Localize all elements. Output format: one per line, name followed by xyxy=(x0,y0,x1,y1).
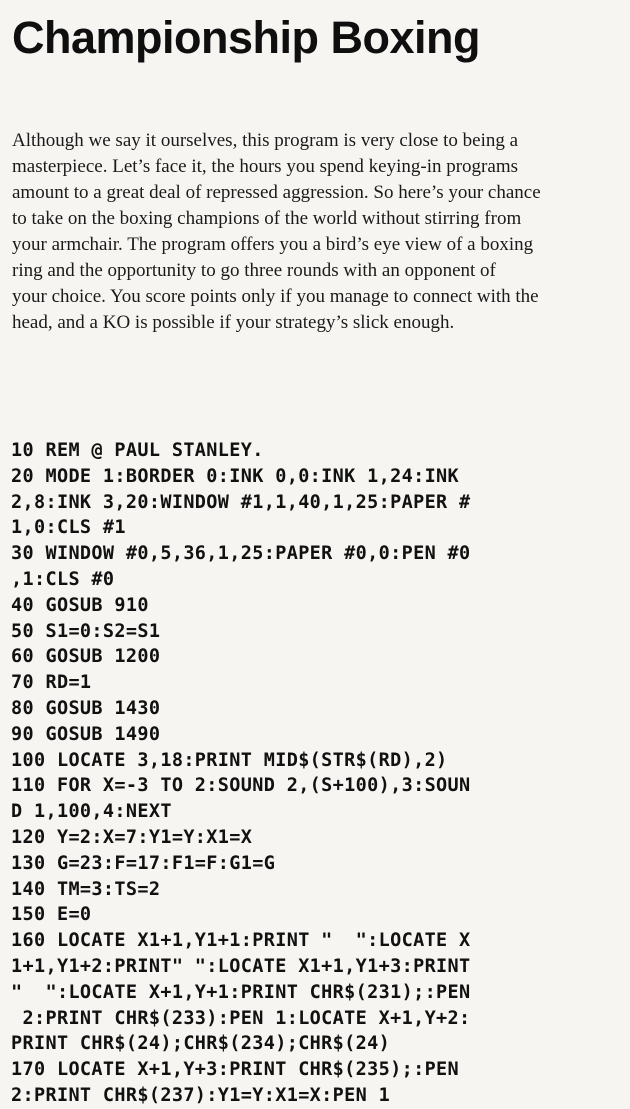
intro-line: head, and a KO is possible if your strategy’s slick enough. xyxy=(12,312,455,333)
code-line: ,1:CLS #0 xyxy=(11,568,115,590)
intro-line: amount to a great deal of repressed aggression. So here’s your chance xyxy=(12,182,541,203)
code-line: 110 FOR X=-3 TO 2:SOUND 2,(S+100),3:SOUN xyxy=(11,775,471,797)
code-line: 130 G=23:F=17:F1=F:G1=G xyxy=(11,852,276,874)
code-line: 1+1,Y1+2:PRINT" ":LOCATE X1+1,Y1+3:PRINT xyxy=(11,955,471,977)
intro-line: ring and the opportunity to go three rounds with an opponent of xyxy=(12,260,496,281)
code-line: 2:PRINT CHR$(237):Y1=Y:X1=X:PEN 1 xyxy=(11,1084,391,1106)
code-line: 90 GOSUB 1490 xyxy=(11,723,161,745)
code-line: 150 E=0 xyxy=(11,904,92,926)
program-listing xyxy=(11,438,623,1109)
intro-paragraph xyxy=(12,128,622,336)
code-line: 120 Y=2:X=7:Y1=Y:X1=X xyxy=(11,826,253,848)
code-line: 40 GOSUB 910 xyxy=(11,594,149,616)
code-line: 160 LOCATE X1+1,Y1+1:PRINT " ":LOCATE X xyxy=(11,930,471,952)
code-line: 2:PRINT CHR$(233):PEN 1:LOCATE X+1,Y+2: xyxy=(11,1007,471,1029)
code-line: D 1,100,4:NEXT xyxy=(11,801,172,823)
intro-line: your choice. You score points only if you manage to connect with the xyxy=(12,286,539,307)
code-line: 80 GOSUB 1430 xyxy=(11,697,161,719)
code-line: 1,0:CLS #1 xyxy=(11,517,126,539)
intro-line: your armchair. The program offers you a bird’s eye view of a boxing xyxy=(12,234,534,255)
code-line: 2,8:INK 3,20:WINDOW #1,1,40,1,25:PAPER # xyxy=(11,491,471,513)
page-title: Championship Boxing xyxy=(12,12,480,63)
code-line: 60 GOSUB 1200 xyxy=(11,646,161,668)
code-line: 140 TM=3:TS=2 xyxy=(11,878,161,900)
code-line: 100 LOCATE 3,18:PRINT MID$(STR$(RD),2) xyxy=(11,749,448,771)
intro-line: to take on the boxing champions of the world without stirring from xyxy=(12,208,522,229)
code-line: 30 WINDOW #0,5,36,1,25:PAPER #0,0:PEN #0 xyxy=(11,543,471,565)
intro-line: masterpiece. Let’s face it, the hours you spend keying-in programs xyxy=(12,156,518,177)
code-line: 170 LOCATE X+1,Y+3:PRINT CHR$(235);:PEN xyxy=(11,1059,460,1081)
code-line: 50 S1=0:S2=S1 xyxy=(11,620,161,642)
code-line: 70 RD=1 xyxy=(11,672,92,694)
intro-line: Although we say it ourselves, this program is very close to being a xyxy=(12,130,519,151)
code-line: 20 MODE 1:BORDER 0:INK 0,0:INK 1,24:INK xyxy=(11,465,460,487)
code-line: PRINT CHR$(24);CHR$(234);CHR$(24) xyxy=(11,1033,391,1055)
code-line: 10 REM @ PAUL STANLEY. xyxy=(11,440,264,461)
code-line: " ":LOCATE X+1,Y+1:PRINT CHR$(231);:PEN xyxy=(11,981,471,1003)
